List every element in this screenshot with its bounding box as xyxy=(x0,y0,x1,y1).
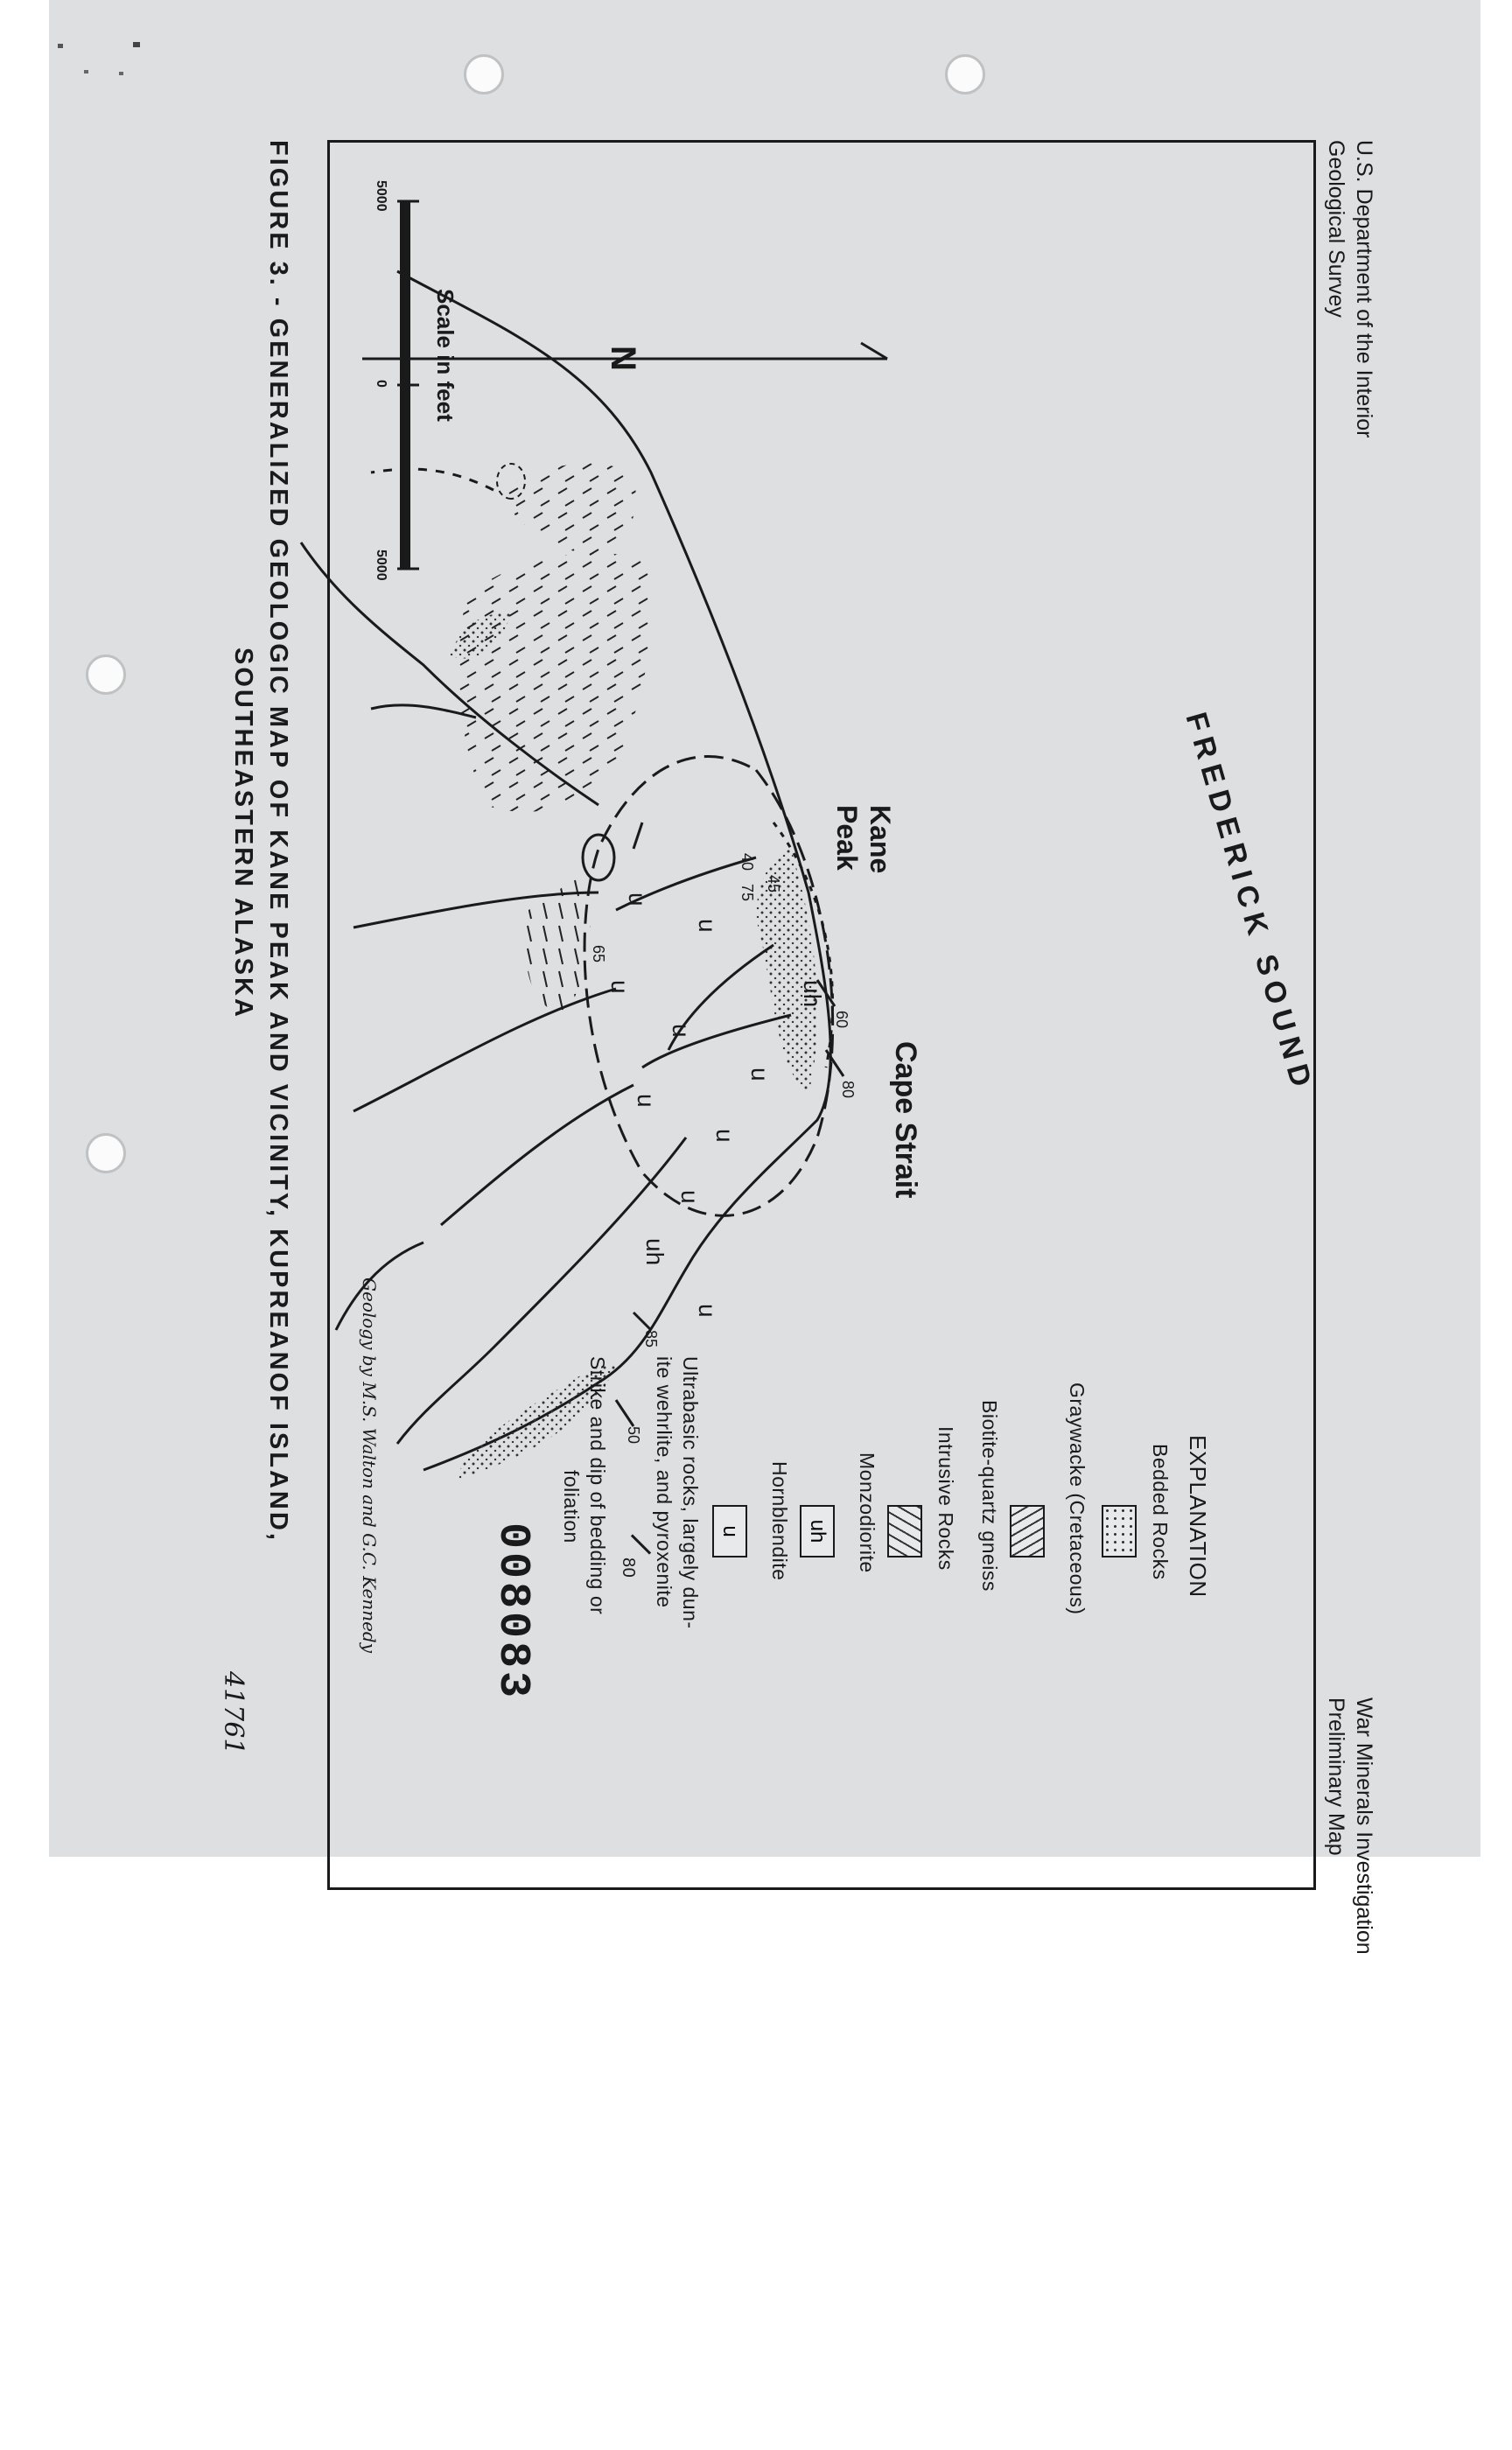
series-line-1: War Minerals Investigation xyxy=(1352,1698,1376,1955)
north-label: N xyxy=(604,346,642,371)
unit-symbol: uh xyxy=(641,1238,668,1266)
coastline xyxy=(397,271,830,1470)
gneiss-swatch xyxy=(1010,1505,1045,1558)
scale-title: Scale in feet xyxy=(432,289,458,422)
agency-line-1: U.S. Department of the Interior xyxy=(1352,140,1376,438)
agency-line-2: Geological Survey xyxy=(1324,140,1348,318)
kane-peak-label-1: Kane xyxy=(864,805,896,874)
dip-value: 80 xyxy=(839,1081,857,1099)
graywacke-label: Graywacke (Cretaceous) xyxy=(1066,1382,1088,1615)
hornblendite-symbol: uh xyxy=(806,1519,830,1544)
unit-symbol: u xyxy=(676,1190,704,1204)
unit-symbol: u xyxy=(624,892,651,906)
dip-value: 75 xyxy=(738,884,756,902)
ultrabasic-label-2: ite wehrlite, and pyroxenite xyxy=(653,1356,676,1608)
cape-strait-label: Cape Strait xyxy=(889,1041,922,1199)
scan-specks xyxy=(58,35,189,70)
monzodiorite-area xyxy=(502,464,636,560)
frederick-sound-label: FREDERICK SOUND xyxy=(1179,709,1320,1097)
hornblendite-swatch xyxy=(800,1505,835,1558)
lake xyxy=(583,835,614,880)
graywacke-swatch xyxy=(1102,1505,1137,1558)
dip-value: 50 xyxy=(625,1426,642,1445)
unit-symbol: u xyxy=(606,980,634,994)
north-arrow-head xyxy=(861,343,887,359)
dip-value: 65 xyxy=(590,945,607,963)
dip-value: 60 xyxy=(833,1011,850,1029)
explanation-heading: EXPLANATION xyxy=(1185,1435,1211,1598)
ultrabasic-label-1: Ultrabasic rocks, largely dun- xyxy=(679,1356,702,1629)
monzodiorite-label: Monzodiorite xyxy=(856,1452,878,1573)
trail xyxy=(371,469,494,490)
hornblendite-label: Hornblendite xyxy=(768,1461,791,1581)
unit-symbol: uh xyxy=(799,980,826,1008)
strike-sample-dip: 80 xyxy=(619,1558,638,1578)
unit-symbol: u xyxy=(633,1094,660,1108)
monzodiorite-area xyxy=(458,553,654,812)
strike-label-2: foliation xyxy=(560,1470,583,1544)
ultrabasic-symbol: u xyxy=(718,1525,742,1537)
punch-hole xyxy=(945,54,985,94)
scanned-sheet xyxy=(49,0,1480,1955)
rotated-figure xyxy=(0,105,1386,1955)
dip-value: 85 xyxy=(642,1330,660,1348)
strike-label-1: Strike and dip of bedding or xyxy=(586,1356,609,1615)
kane-peak-label-2: Peak xyxy=(831,805,863,871)
geology-credit: Geology by M.S. Walton and G.C. Kennedy xyxy=(359,1278,380,1654)
gneiss-label: Biotite-quartz gneiss xyxy=(978,1400,1001,1592)
dip-value: 45 xyxy=(765,875,782,893)
scale-tick: 5000 xyxy=(374,550,388,581)
handwritten-number: 41761 xyxy=(218,1671,248,1755)
bedded-heading: Bedded Rocks xyxy=(1149,1444,1172,1580)
figure-caption-2: SOUTHEASTERN ALASKA xyxy=(229,648,257,1019)
unit-symbol: u xyxy=(711,1129,738,1143)
unit-symbol: u xyxy=(694,919,721,933)
scale-tick: 0 xyxy=(374,380,388,388)
dip-value: 40 xyxy=(738,853,756,872)
punch-hole xyxy=(464,54,504,94)
intrusive-heading: Intrusive Rocks xyxy=(934,1426,957,1571)
unit-symbol: u xyxy=(694,1304,721,1318)
monzodiorite-swatch xyxy=(887,1505,922,1558)
scale-tick: 5000 xyxy=(374,180,388,212)
ultrabasic-swatch xyxy=(712,1505,747,1558)
unit-symbol: u xyxy=(668,1024,695,1038)
unit-symbol: u xyxy=(746,1068,774,1082)
figure-caption-1: FIGURE 3. - GENERALIZED GEOLOGIC MAP OF KANE PEAK AND VICINITY, KUPREANOF ISLAND, xyxy=(264,140,292,1543)
stamp-number: 008083 xyxy=(487,1522,537,1702)
series-line-2: Preliminary Map xyxy=(1324,1698,1348,1856)
